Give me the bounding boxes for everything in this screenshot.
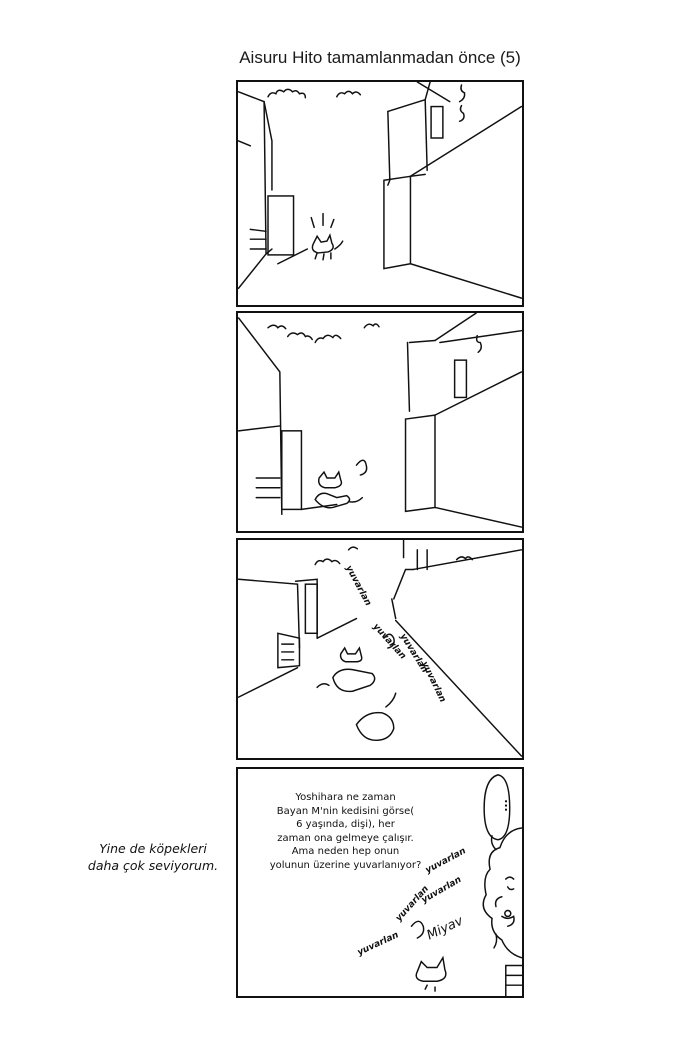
cat-rolling: [315, 472, 362, 508]
alley-scene-2: [238, 313, 522, 531]
narration-line-5: Ama neden hep onun: [291, 846, 400, 857]
side-note-line-1: Yine de köpekleri: [99, 841, 207, 856]
comic-panel-3: [236, 538, 524, 760]
alley-scene-1: [238, 82, 522, 305]
sfx-roll-1: yuvarlan: [343, 564, 373, 608]
sfx-roll-p4-1: yuvarlan: [424, 846, 468, 876]
comic-title: Aisuru Hito tamamlanmadan önce (5): [239, 48, 521, 67]
side-note-line-2: daha çok seviyorum.: [87, 858, 219, 873]
narration-line-2: Bayan M'nin kedisini görse(: [276, 805, 415, 817]
meow-text: Miyav: [424, 913, 466, 944]
sfx-roll-3: yuvarlan: [397, 632, 430, 675]
sfx-roll-p4-4: yuvarlan: [420, 874, 464, 906]
sfx-roll-4: yuvarlan: [419, 660, 448, 705]
narration-line-4: zaman ona gelmeye çalışır.: [277, 832, 414, 844]
narration-line-1: Yoshihara ne zaman: [295, 792, 396, 803]
sfx-roll-2: yuvarlan: [370, 622, 408, 662]
girl-character: [483, 828, 521, 996]
sfx-roll-p4-2: yuvarlan: [356, 930, 401, 959]
narration-box: [238, 791, 453, 872]
speech-dots: ...: [496, 799, 510, 812]
narration-line-6: yolunun üzerine yuvarlanıyor?: [269, 859, 422, 871]
comic-panel-4: [236, 767, 524, 998]
cat-group: [317, 648, 396, 740]
narration-line-3: 6 yaşında, dişi), her: [296, 819, 395, 830]
alley-scene-3: [238, 540, 522, 758]
cat-small: [312, 235, 342, 260]
sfx-roll-p4-3: yuvarlan: [394, 884, 432, 924]
side-note: [78, 840, 228, 874]
comic-panel-1: [236, 80, 524, 307]
comic-panel-2: [236, 311, 524, 533]
